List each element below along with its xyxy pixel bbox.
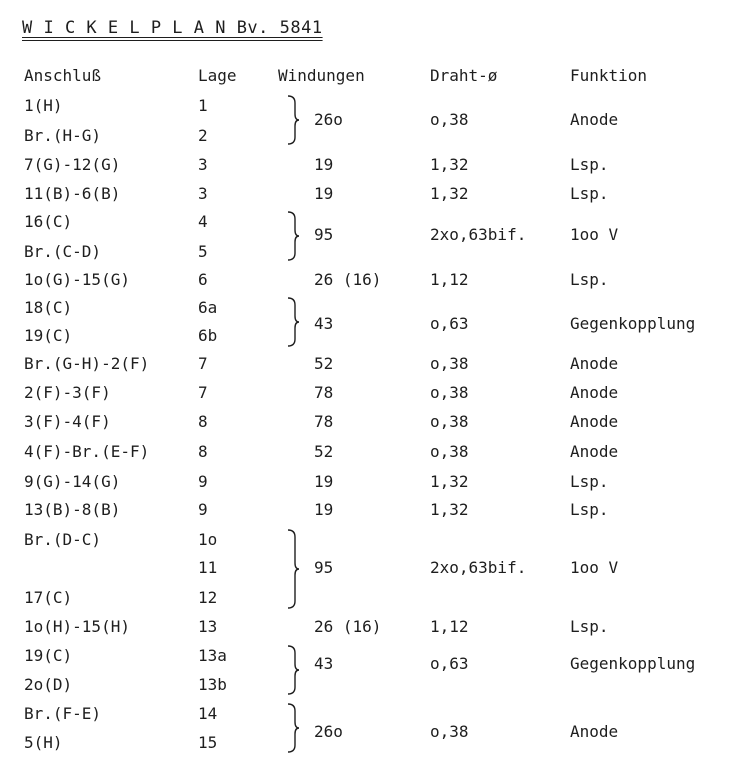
- cell-lage: 1: [198, 96, 208, 115]
- cell-lage: 7: [198, 354, 208, 373]
- cell-funktion: Anode: [570, 383, 619, 402]
- group-funktion: Anode: [570, 722, 619, 741]
- brace-icon: [286, 94, 300, 146]
- cell-anschluss: Br.(F-E): [24, 704, 102, 723]
- cell-anschluss: 17(C): [24, 588, 73, 607]
- brace-icon: [286, 210, 300, 262]
- group-draht: 2xo,63bif.: [430, 558, 527, 577]
- cell-lage: 8: [198, 412, 208, 431]
- header-draht: Draht-ø: [430, 66, 498, 85]
- cell-anschluss: 19(C): [24, 646, 73, 665]
- cell-lage: 14: [198, 704, 218, 723]
- cell-funktion: Lsp.: [570, 472, 609, 491]
- header-anschluss: Anschluß: [24, 66, 102, 85]
- group-draht: o,38: [430, 110, 469, 129]
- cell-draht: 1,12: [430, 270, 469, 289]
- group-windungen: 43: [314, 314, 334, 333]
- cell-lage: 13: [198, 617, 218, 636]
- cell-lage: 13b: [198, 675, 227, 694]
- cell-draht: 1,32: [430, 472, 469, 491]
- cell-lage: 12: [198, 588, 218, 607]
- cell-windungen: 19: [314, 472, 334, 491]
- group-draht: o,63: [430, 314, 469, 333]
- cell-windungen: 52: [314, 354, 334, 373]
- group-draht: o,63: [430, 654, 469, 673]
- cell-draht: o,38: [430, 412, 469, 431]
- cell-anschluss: 16(C): [24, 212, 73, 231]
- cell-anschluss: 9(G)-14(G): [24, 472, 121, 491]
- cell-lage: 4: [198, 212, 208, 231]
- cell-anschluss: Br.(D-C): [24, 530, 102, 549]
- cell-draht: o,38: [430, 383, 469, 402]
- cell-windungen: 19: [314, 155, 334, 174]
- cell-windungen: 26 (16): [314, 270, 382, 289]
- cell-lage: 6a: [198, 298, 218, 317]
- cell-anschluss: 4(F)-Br.(E-F): [24, 442, 150, 461]
- brace-icon: [286, 644, 300, 696]
- group-funktion: 1oo V: [570, 558, 619, 577]
- cell-lage: 5: [198, 242, 208, 261]
- group-draht: 2xo,63bif.: [430, 225, 527, 244]
- cell-funktion: Lsp.: [570, 617, 609, 636]
- cell-lage: 1o: [198, 530, 218, 549]
- brace-icon: [286, 296, 300, 348]
- cell-anschluss: 1o(G)-15(G): [24, 270, 130, 289]
- cell-funktion: Anode: [570, 354, 619, 373]
- cell-windungen: 52: [314, 442, 334, 461]
- cell-lage: 7: [198, 383, 208, 402]
- cell-anschluss: 2(F)-3(F): [24, 383, 111, 402]
- cell-anschluss: 1(H): [24, 96, 63, 115]
- cell-anschluss: 13(B)-8(B): [24, 500, 121, 519]
- header-windungen: Windungen: [278, 66, 365, 85]
- cell-funktion: Lsp.: [570, 270, 609, 289]
- cell-anschluss: 3(F)-4(F): [24, 412, 111, 431]
- cell-windungen: 19: [314, 184, 334, 203]
- brace-icon: [286, 702, 300, 754]
- cell-lage: 13a: [198, 646, 227, 665]
- group-windungen: 95: [314, 225, 334, 244]
- group-funktion: Gegenkopplung: [570, 314, 696, 333]
- cell-anschluss: 18(C): [24, 298, 73, 317]
- cell-funktion: Anode: [570, 442, 619, 461]
- cell-lage: 3: [198, 155, 208, 174]
- cell-draht: 1,32: [430, 155, 469, 174]
- cell-anschluss: 2o(D): [24, 675, 73, 694]
- header-lage: Lage: [198, 66, 237, 85]
- group-windungen: 26o: [314, 110, 343, 129]
- cell-funktion: Lsp.: [570, 184, 609, 203]
- cell-lage: 9: [198, 500, 208, 519]
- group-funktion: 1oo V: [570, 225, 619, 244]
- cell-windungen: 26 (16): [314, 617, 382, 636]
- cell-lage: 6: [198, 270, 208, 289]
- cell-anschluss: Br.(C-D): [24, 242, 102, 261]
- cell-lage: 11: [198, 558, 218, 577]
- group-funktion: Gegenkopplung: [570, 654, 696, 673]
- cell-funktion: Lsp.: [570, 500, 609, 519]
- group-draht: o,38: [430, 722, 469, 741]
- group-windungen: 95: [314, 558, 334, 577]
- cell-windungen: 19: [314, 500, 334, 519]
- group-funktion: Anode: [570, 110, 619, 129]
- cell-lage: 3: [198, 184, 208, 203]
- cell-anschluss: 19(C): [24, 326, 73, 345]
- header-funktion: Funktion: [570, 66, 648, 85]
- cell-lage: 6b: [198, 326, 218, 345]
- brace-icon: [286, 528, 300, 610]
- group-windungen: 43: [314, 654, 334, 673]
- cell-lage: 2: [198, 126, 208, 145]
- cell-anschluss: Br.(H-G): [24, 126, 102, 145]
- cell-draht: 1,12: [430, 617, 469, 636]
- cell-funktion: Anode: [570, 412, 619, 431]
- cell-draht: 1,32: [430, 184, 469, 203]
- cell-anschluss: 11(B)-6(B): [24, 184, 121, 203]
- cell-draht: o,38: [430, 442, 469, 461]
- cell-anschluss: 5(H): [24, 733, 63, 752]
- document-title: W I C K E L P L A N Bv. 5841: [22, 18, 323, 38]
- group-windungen: 26o: [314, 722, 343, 741]
- cell-lage: 9: [198, 472, 208, 491]
- cell-lage: 15: [198, 733, 218, 752]
- cell-windungen: 78: [314, 412, 334, 431]
- cell-windungen: 78: [314, 383, 334, 402]
- cell-draht: 1,32: [430, 500, 469, 519]
- cell-anschluss: 7(G)-12(G): [24, 155, 121, 174]
- cell-lage: 8: [198, 442, 208, 461]
- cell-anschluss: Br.(G-H)-2(F): [24, 354, 150, 373]
- cell-anschluss: 1o(H)-15(H): [24, 617, 130, 636]
- cell-draht: o,38: [430, 354, 469, 373]
- cell-funktion: Lsp.: [570, 155, 609, 174]
